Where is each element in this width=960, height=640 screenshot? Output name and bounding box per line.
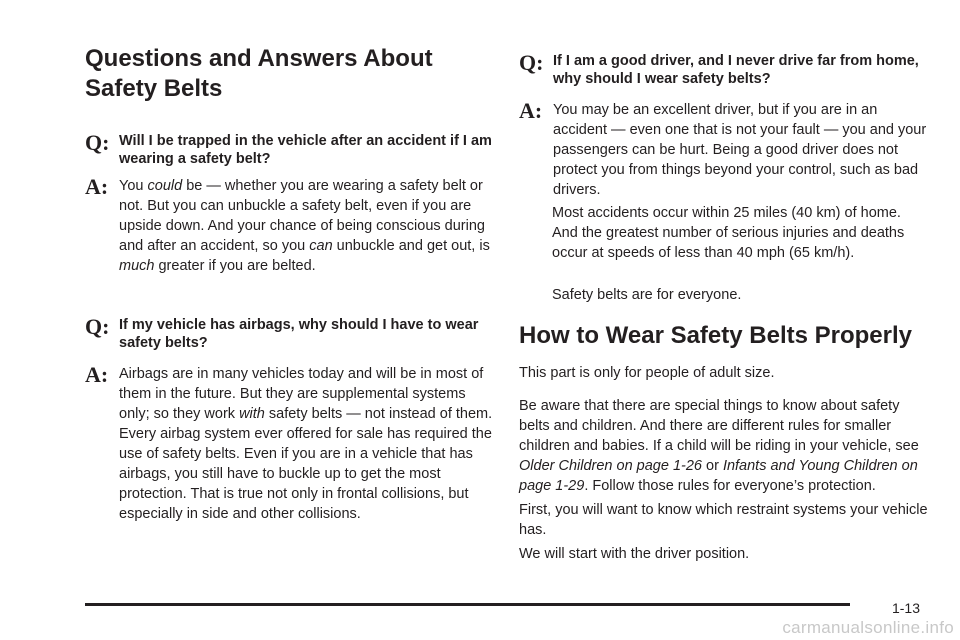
body-paragraph-1: This part is only for people of adult size. <box>519 365 775 381</box>
body-paragraph-2-part: . Follow those rules for everyone’s protection. <box>584 478 876 494</box>
cross-reference-link-older-children: Older Children on page 1-26 <box>519 458 702 474</box>
page-title-line-2: Safety Belts <box>85 75 223 102</box>
answer-mark-label: A: <box>519 98 543 123</box>
answer-3-paragraph-3: Safety belts are for everyone. <box>552 287 742 303</box>
section-title: How to Wear Safety Belts Properly <box>519 322 912 349</box>
answer-2-part: Airbags are in many vehicles today and will be in most of them in the future. But they are supplemental systems only; so they work <box>119 366 484 422</box>
answer-2-emphasis: with <box>239 406 265 422</box>
question-2-text: If my vehicle has airbags, why should I have to wear safety belts? <box>119 317 479 351</box>
answer-mark-label: A: <box>85 362 109 387</box>
question-mark-label: Q: <box>85 314 110 339</box>
answer-1-part: unbuckle and get out, is <box>332 238 490 254</box>
footer-rule <box>85 603 850 606</box>
question-2 <box>85 316 495 352</box>
page-title-line-1: Questions and Answers About <box>85 45 433 72</box>
answer-2-text <box>119 364 495 524</box>
answer-3-paragraph-2: Most accidents occur within 25 miles (40 km) of home. And the greatest number of serious injuries and deaths occur at speeds of less than 40 mph (65 km/h). <box>552 205 905 261</box>
page-number: 1-13 <box>891 600 920 616</box>
body-paragraph-2 <box>519 396 929 496</box>
answer-2-part: safety belts — not instead of them. Every airbag system ever offered for sale has required the use of safety belts. Even if you are in a vehicle that has airbags, you still have to buckle up to get the most protection. That is true not only in frontal collisions, but especially in side and other collisions. <box>119 406 493 522</box>
answer-2 <box>85 364 495 524</box>
question-mark-label: Q: <box>519 50 544 75</box>
question-1-text: Will I be trapped in the vehicle after an accident if I am wearing a safety belt? <box>119 133 492 167</box>
answer-1-part: You <box>119 178 148 194</box>
answer-mark-label: A: <box>85 174 109 199</box>
cross-reference-link-infants: Infants and Young Children on page 1-29 <box>519 458 918 494</box>
answer-1-emphasis: much <box>119 258 155 274</box>
question-3-text: If I am a good driver, and I never drive far from home, why should I wear safety belts? <box>553 53 919 87</box>
answer-3-text: You may be an excellent driver, but if you are in an accident — even one that is not your fault — you and your passengers can be hurt. Being a good driver does not protect you from things beyond your control, such as bad drivers. <box>553 102 927 198</box>
page-title <box>85 44 433 104</box>
answer-1 <box>85 176 495 276</box>
answer-1-emphasis: could <box>147 178 183 194</box>
body-paragraph-2-part: or <box>701 458 723 474</box>
question-1 <box>85 132 495 168</box>
watermark: carmanualsonline.info <box>782 618 954 637</box>
body-paragraph-2-part: Be aware that there are special things to know about safety belts and children. And there are different rules for smaller children and babies. If a child will be riding in your vehicle, see <box>519 398 919 454</box>
body-paragraph-4: We will start with the driver position. <box>519 546 750 562</box>
answer-3 <box>519 100 929 200</box>
question-mark-label: Q: <box>85 130 110 155</box>
question-3 <box>519 52 929 88</box>
answer-1-text <box>119 176 495 276</box>
body-paragraph-3: First, you will want to know which restraint systems your vehicle has. <box>519 502 928 538</box>
answer-1-part: be — whether you are wearing a safety belt or not. But you can unbuckle a safety belt, even if you are upside down. And your chance of being conscious during and after an accident, so you <box>119 178 485 254</box>
answer-1-part: greater if you are belted. <box>154 258 316 274</box>
answer-1-emphasis: can <box>309 238 333 254</box>
